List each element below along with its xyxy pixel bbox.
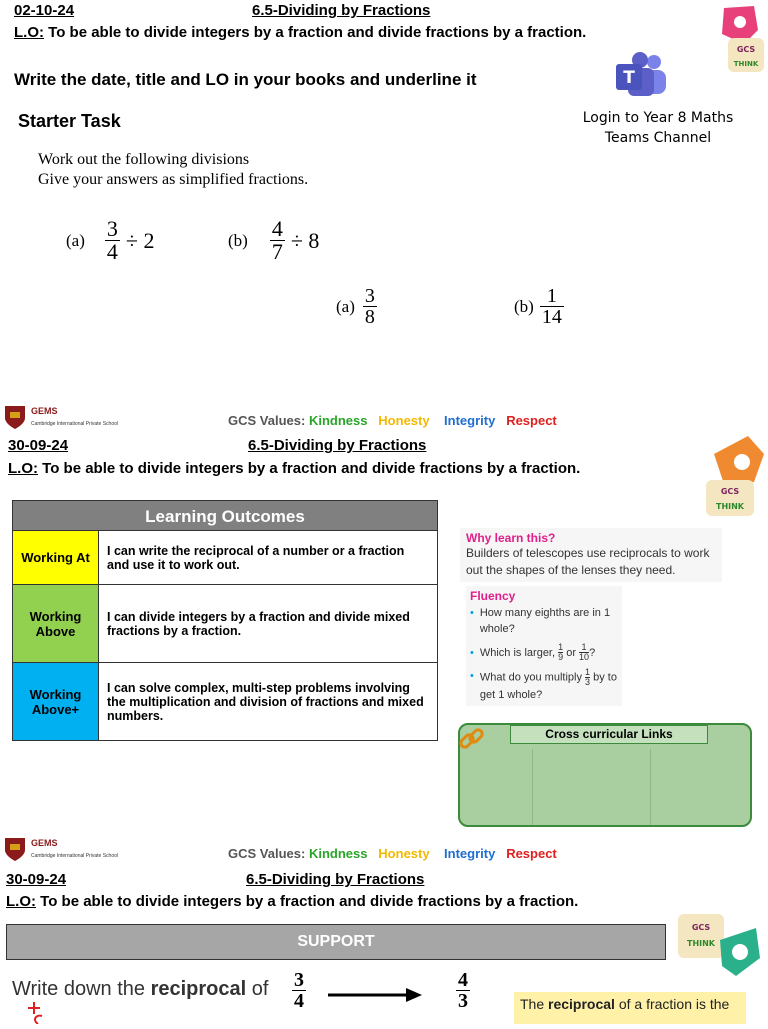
fraction-denominator: 14	[541, 306, 562, 328]
answer-b-label: (b)	[514, 296, 534, 316]
svg-text:THINK: THINK	[686, 939, 716, 948]
question-b-operator: ÷ 8	[290, 227, 320, 253]
lo-text: To be able to divide integers by a fraction and divide fractions by a fraction.	[44, 24, 587, 41]
fraction-denominator: 3	[458, 990, 468, 1012]
answer-a-label: (a)	[336, 296, 355, 316]
column-divider	[532, 749, 533, 825]
school-short-name: GEMS	[31, 406, 58, 416]
column-divider	[650, 749, 651, 825]
fraction-numerator: 1	[558, 642, 564, 652]
lo-label: L.O:	[8, 460, 38, 477]
fraction-denominator: 10	[579, 652, 590, 662]
definition-text: The	[520, 996, 549, 1012]
gcs-thinking-logo	[676, 910, 762, 980]
fraction-denominator: 9	[558, 652, 564, 662]
fraction-numerator: 3	[294, 969, 304, 991]
value-integrity: Integrity	[444, 846, 496, 861]
cross-curricular-box	[458, 723, 752, 827]
fraction-numerator: 1	[581, 642, 587, 652]
slide3-lo	[6, 893, 578, 910]
values-label: GCS Values:	[228, 846, 306, 861]
question-a-fraction	[105, 218, 120, 263]
bullet-icon: •	[470, 670, 474, 682]
fluency-text: Which is larger,	[479, 646, 556, 659]
school-full-name: Cambridge International Private School	[31, 853, 118, 859]
value-integrity: Integrity	[444, 413, 496, 428]
lo-text: To be able to divide integers by a fraction and divide fractions by a fraction.	[36, 893, 579, 910]
fraction-denominator: 7	[271, 239, 283, 264]
level-working-above-plus: Working Above+	[13, 663, 99, 741]
fluency-title: Fluency	[470, 589, 516, 603]
outcome-text: I can write the reciprocal of a number or a fraction and use it to work out.	[99, 531, 438, 585]
school-crest-icon	[2, 836, 28, 862]
fluency-item	[470, 643, 618, 662]
level-working-at: Working At	[13, 531, 99, 585]
question-b	[228, 218, 319, 263]
level-working-above: Working Above	[13, 585, 99, 663]
fraction-one-third	[585, 668, 590, 687]
teams-caption-line1: Login to Year 8 Maths	[582, 110, 734, 126]
bullet-icon: •	[470, 646, 474, 659]
table-row	[13, 585, 438, 663]
question-a-label: (a)	[66, 230, 85, 250]
table-row	[13, 663, 438, 741]
question-b-fraction	[270, 218, 285, 263]
answer-b-fraction	[540, 286, 564, 327]
fluency-item	[470, 605, 618, 637]
fraction-denominator: 4	[106, 239, 118, 264]
fraction-denominator: 3	[585, 677, 591, 687]
fraction-denominator: 8	[364, 306, 375, 328]
chain-link-icon	[458, 726, 486, 754]
table-header: Learning Outcomes	[12, 500, 438, 531]
value-kindness: Kindness	[308, 413, 368, 428]
learning-outcomes-table	[12, 500, 438, 741]
fluency-text: by to get 1 whole?	[479, 671, 617, 701]
question-a-operator: ÷ 2	[125, 227, 155, 253]
red-mark-icon	[22, 1000, 52, 1024]
question-a	[66, 218, 154, 263]
fluency-box	[466, 586, 622, 706]
svg-text:THINK: THINK	[733, 60, 759, 68]
task-instructions	[38, 150, 308, 190]
fraction-numerator: 1	[585, 667, 591, 677]
reciprocal-prompt	[12, 978, 268, 1001]
slide2-date: 30-09-24	[8, 437, 69, 454]
teams-caption-line2: Teams Channel	[604, 130, 712, 146]
svg-text:THINK: THINK	[715, 502, 745, 511]
values-label: GCS Values:	[228, 413, 306, 428]
school-logo	[2, 404, 118, 430]
fraction-one-ninth	[558, 643, 563, 662]
question-b-label: (b)	[228, 230, 248, 250]
fluency-text: How many eighths are in 1 whole?	[479, 607, 611, 635]
support-banner: SUPPORT	[6, 924, 666, 960]
slide2-lo	[8, 460, 580, 477]
slide3-date: 30-09-24	[6, 871, 67, 888]
fraction-numerator: 1	[546, 285, 557, 307]
teams-caption	[576, 108, 740, 148]
fraction-numerator: 3	[364, 285, 375, 307]
why-title: Why learn this?	[466, 531, 556, 545]
value-honesty: Honesty	[378, 413, 430, 428]
why-learn-box	[460, 528, 722, 582]
fluency-text-or: or	[566, 646, 576, 659]
teams-icon[interactable]	[612, 52, 670, 102]
fraction-denominator: 4	[294, 990, 304, 1012]
arrow-right-icon	[328, 985, 424, 1005]
lo-label: L.O:	[6, 893, 36, 910]
fluency-text-q: ?	[589, 646, 596, 659]
fluency-text: What do you multiply	[479, 671, 582, 684]
slide1-date: 02-10-24	[14, 2, 75, 19]
svg-text:GCS: GCS	[691, 923, 711, 932]
table-row	[13, 531, 438, 585]
reciprocal-question-fraction	[292, 970, 306, 1011]
value-respect: Respect	[506, 846, 557, 861]
reciprocal-answer-fraction	[456, 970, 470, 1011]
slide1-lo	[14, 24, 586, 41]
svg-text:T: T	[623, 68, 635, 88]
school-full-name: Cambridge International Private School	[31, 421, 118, 427]
value-respect: Respect	[506, 413, 557, 428]
bullet-icon: •	[470, 607, 474, 619]
reciprocal-definition-box	[514, 992, 746, 1024]
task-line-2: Give your answers as simplified fractions.	[38, 171, 309, 188]
school-crest-icon	[2, 404, 28, 430]
fraction-one-tenth	[579, 643, 589, 662]
lo-label: L.O:	[14, 24, 44, 41]
slide2-title: 6.5-Dividing by Fractions	[248, 437, 427, 454]
outcome-text: I can solve complex, multi-step problems involving the multiplication and division of fractions and mixed numbers.	[99, 663, 438, 741]
cross-curricular-title: Cross curricular Links	[510, 725, 708, 744]
prompt-text: of	[246, 978, 269, 1000]
gcs-thinking-logo	[704, 434, 766, 520]
why-text: Builders of telescopes use reciprocals to work out the shapes of the lenses they need.	[466, 546, 710, 577]
gcs-thinking-logo	[716, 4, 766, 74]
instruction-text: Write the date, title and LO in your books and underline it	[14, 70, 477, 89]
definition-text-bold: reciprocal	[548, 996, 615, 1012]
gcs-values-bar	[228, 413, 557, 428]
fraction-numerator: 4	[271, 216, 283, 241]
fraction-numerator: 4	[458, 969, 468, 991]
fraction-numerator: 3	[106, 216, 118, 241]
answer-a-fraction	[363, 286, 377, 327]
svg-text:GCS: GCS	[736, 45, 756, 54]
prompt-text-bold: reciprocal	[150, 978, 247, 1000]
definition-text: of a fraction is the	[614, 996, 730, 1012]
value-kindness: Kindness	[308, 846, 368, 861]
school-logo	[2, 836, 118, 862]
answer-b	[514, 286, 564, 327]
svg-text:GCS: GCS	[720, 487, 740, 496]
fluency-item	[470, 668, 618, 703]
prompt-text: Write down the	[12, 978, 151, 1000]
value-honesty: Honesty	[378, 846, 430, 861]
answer-a	[336, 286, 377, 327]
slide1-title: 6.5-Dividing by Fractions	[252, 2, 431, 19]
gcs-values-bar	[228, 846, 557, 861]
slide3-title: 6.5-Dividing by Fractions	[246, 871, 425, 888]
school-short-name: GEMS	[31, 838, 58, 848]
lo-text: To be able to divide integers by a fraction and divide fractions by a fraction.	[38, 460, 581, 477]
starter-task-heading: Starter Task	[18, 111, 121, 131]
task-line-1: Work out the following divisions	[38, 151, 250, 168]
outcome-text: I can divide integers by a fraction and divide mixed fractions by a fraction.	[99, 585, 438, 663]
